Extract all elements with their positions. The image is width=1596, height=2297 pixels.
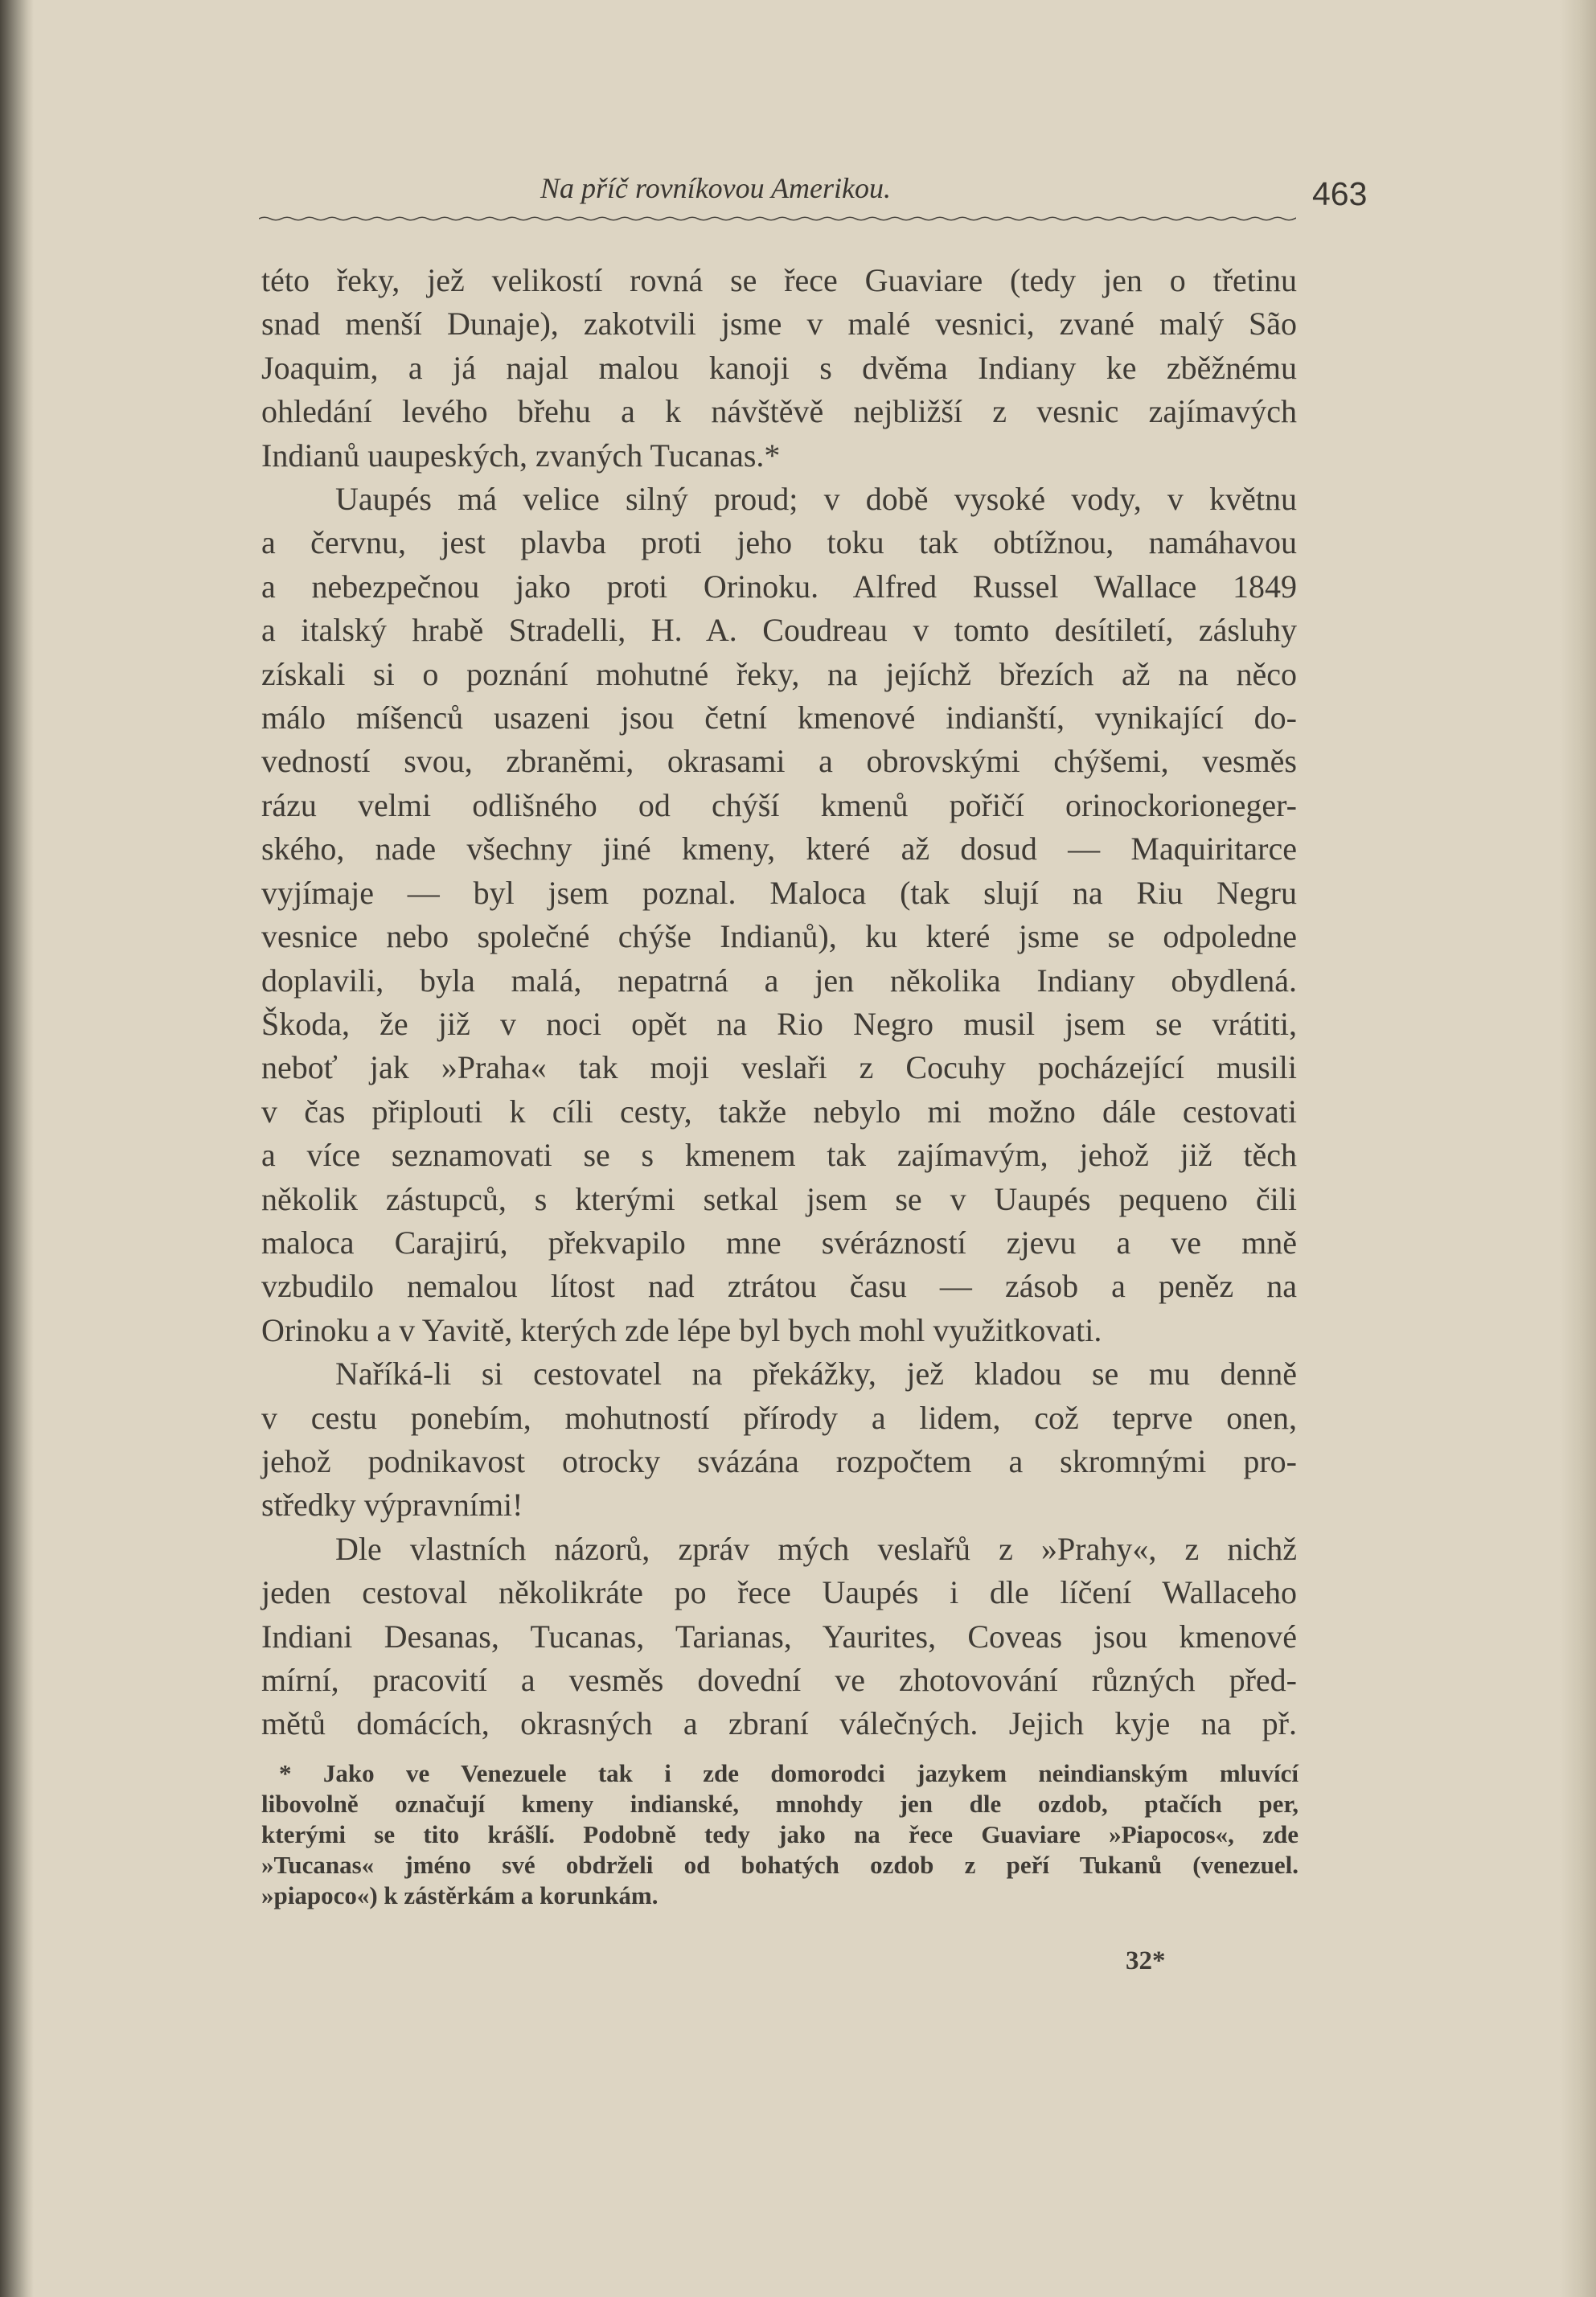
- text-line: snad menší Dunaje), zakotvili jsme v malé vesnici, zvané malý São: [261, 306, 1297, 342]
- header-wavy-rule: [259, 215, 1296, 222]
- running-title: Na příč rovníkovou Amerikou.: [540, 172, 891, 204]
- text-line: doplavili, byla malá, nepatrná a jen několika Indiany obydlená.: [261, 962, 1297, 999]
- footnote-line: »Tucanas« jméno své obdrželi od bohatých ozdob z peří Tukanů (venezuel.: [261, 1851, 1299, 1879]
- text-line: vyjímaje — byl jsem poznal. Maloca (tak slují na Riu Negru: [261, 874, 1297, 911]
- text-line: maloca Carajirú, překvapilo mne svérázností zjevu a ve mně: [261, 1224, 1297, 1261]
- text-line: Naříká-li si cestovatel na překážky, jež kladou se mu denně: [335, 1356, 1297, 1393]
- text-line: středky výpravními!: [261, 1487, 523, 1524]
- text-line: v čas připlouti k cíli cesty, takže nebylo mi možno dále cestovati: [261, 1093, 1297, 1130]
- text-line: málo míšenců usazeni jsou četní kmenové indianští, vynikající do-: [261, 699, 1297, 736]
- page-number: 463: [1312, 175, 1368, 212]
- text-line: Orinoku a v Yavitě, kterých zde lépe byl bych mohl využitkovati.: [261, 1311, 1102, 1348]
- text-line: Škoda, že již v noci opět na Rio Negro musil jsem se vrátiti,: [261, 1005, 1297, 1042]
- footnote-line: libovolně označují kmeny indianské, mnohdy jen dle ozdob, ptačích per,: [261, 1790, 1299, 1818]
- text-line: v cestu ponebím, mohutností přírody a lidem, což teprve onen,: [261, 1399, 1297, 1436]
- text-line: a nebezpečnou jako proti Orinoku. Alfred Russel Wallace 1849: [261, 568, 1297, 605]
- footnote-line: »piapoco«) k zástěrkám a korunkám.: [261, 1881, 659, 1909]
- signature-mark: 32*: [1126, 1946, 1166, 1975]
- text-line: Indiani Desanas, Tucanas, Tarianas, Yaurites, Coveas jsou kmenové: [261, 1618, 1297, 1655]
- text-line: získali si o poznání mohutné řeky, na jejíchž březích až na něco: [261, 655, 1297, 692]
- text-line: Indianů uaupeských, zvaných Tucanas.*: [261, 437, 781, 474]
- text-line: jehož podnikavost otrocky svázána rozpočtem a skromnými pro-: [261, 1442, 1297, 1479]
- text-line: jeden cestoval několikráte po řece Uaupés i dle líčení Wallaceho: [261, 1574, 1297, 1611]
- text-line: Uaupés má velice silný proud; v době vysoké vody, v květnu: [335, 481, 1297, 518]
- text-line: několik zástupců, s kterými setkal jsem se v Uaupés pequeno čili: [261, 1180, 1297, 1217]
- text-line: vesnice nebo společné chýše Indianů), ku které jsme se odpoledne: [261, 918, 1297, 955]
- footnote-line: * Jako ve Venezuele tak i zde domorodci jazykem neindianským mluvící: [279, 1759, 1299, 1787]
- text-line: rázu velmi odlišného od chýší kmenů pořičí orinockorioneger-: [261, 786, 1297, 823]
- book-spine-shadow: [0, 0, 34, 2297]
- text-line: ského, nade všechny jiné kmeny, které až dosud — Maquiritarce: [261, 831, 1297, 868]
- text-line: a více seznamovati se s kmenem tak zajímavým, jehož již těch: [261, 1137, 1297, 1174]
- text-line: a italský hrabě Stradelli, H. A. Coudreau v tomto desítiletí, zásluhy: [261, 612, 1297, 649]
- text-line: neboť jak »Praha« tak moji veslaři z Cocuhy pocházející musili: [261, 1049, 1297, 1086]
- text-line: vedností svou, zbraněmi, okrasami a obrovskými chýšemi, vesměs: [261, 743, 1297, 780]
- text-line: mírní, pracovití a vesměs dovední ve zhotovování různých před-: [261, 1662, 1297, 1698]
- text-line: mětů domácích, okrasných a zbraní válečných. Jejich kyje na př.: [261, 1705, 1297, 1742]
- text-line: Dle vlastních názorů, zpráv mých veslařů z »Prahy«, z nichž: [335, 1530, 1297, 1567]
- page-edge-shadow: [1560, 0, 1596, 2297]
- text-line: této řeky, jež velikostí rovná se řece Guaviare (tedy jen o třetinu: [261, 262, 1297, 298]
- footnote-line: kterými se tito krášlí. Podobně tedy jako na řece Guaviare »Piapocos«, zde: [261, 1820, 1299, 1848]
- text-line: Joaquim, a já najal malou kanoji s dvěma Indiany ke zběžnému: [261, 349, 1297, 386]
- body-text: [261, 259, 1297, 1746]
- text-line: a červnu, jest plavba proti jeho toku tak obtížnou, namáhavou: [261, 524, 1297, 561]
- footnote: [261, 1758, 1299, 1911]
- text-line: vzbudilo nemalou lítost nad ztrátou času — zásob a peněz na: [261, 1268, 1297, 1305]
- text-line: ohledání levého břehu a k návštěvě nejbližší z vesnic zajímavých: [261, 393, 1297, 430]
